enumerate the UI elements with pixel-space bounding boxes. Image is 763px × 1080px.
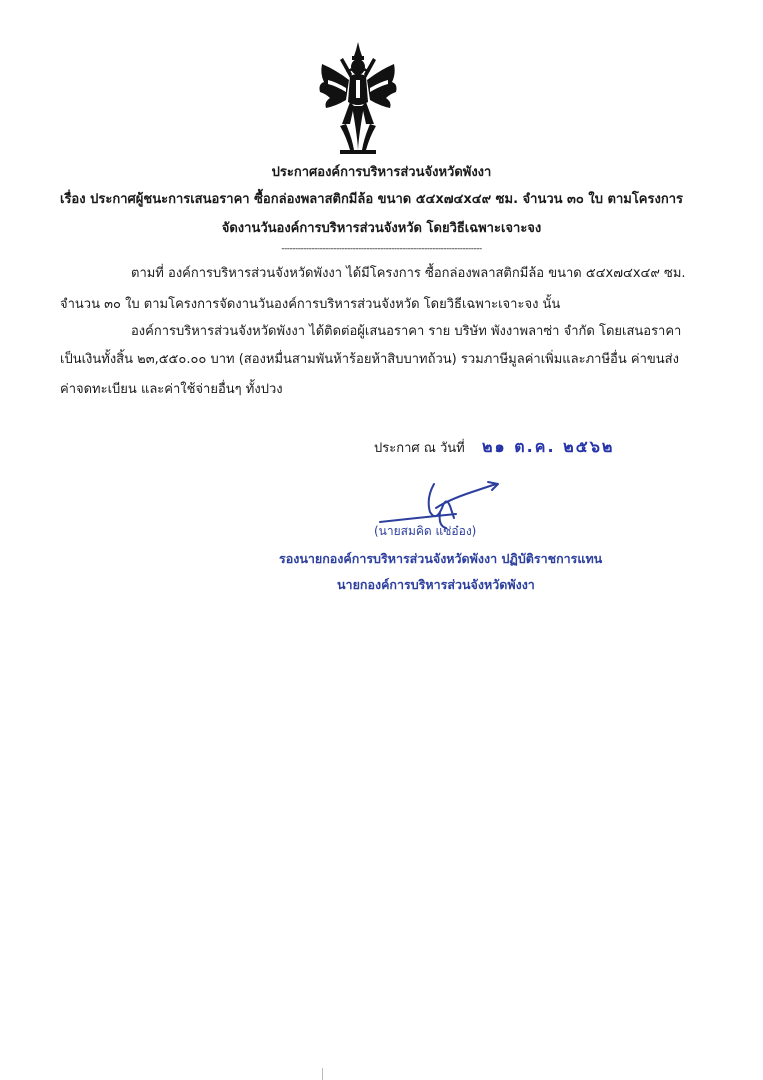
subject-line-2: จัดงานวันองค์การบริหารส่วนจังหวัด โดยวิธีเฉพาะเจาะจง (221, 221, 542, 236)
paragraph-2-line-3: ค่าจดทะเบียน และค่าใช้จ่ายอื่นๆ ทั้งปวง (60, 382, 283, 397)
subject-line-1 (60, 192, 683, 208)
announce-label: ประกาศ ณ วันที่ (374, 441, 465, 456)
garuda-emblem-icon (316, 40, 400, 158)
paragraph-1-line-1: ตามที่ องค์การบริหารส่วนจังหวัดพังงา ได้มีโครงการ ซื้อกล่องพลาสติกมีล้อ ขนาด ๕๔x๗๔x๔๙ ซม. (131, 266, 686, 281)
signer-name: (นายสมคิด แซ่อ๋อง) (374, 524, 477, 538)
paragraph-2-line-1: องค์การบริหารส่วนจังหวัดพังงา ได้ติดต่อผู้เสนอราคา ราย บริษัท พังงาพลาซ่า จำกัด โดยเสนอราคา (131, 324, 682, 339)
scan-mark (322, 1068, 323, 1080)
subject-label: เรื่อง (60, 192, 86, 207)
subject-text-1: ประกาศผู้ชนะการเสนอราคา ซื้อกล่องพลาสติกมีล้อ ขนาด ๕๔x๗๔x๔๙ ซม. จำนวน ๓๐ ใบ ตามโครงการ (90, 192, 683, 207)
paragraph-2-line-2: เป็นเงินทั้งสิ้น ๒๓,๕๕๐.๐๐ บาท (สองหมื่นสามพันห้าร้อยห้าสิบบาทถ้วน) รวมภาษีมูลค่าเพิ่มและภาษีอื่น ค่าขนส่ง (60, 352, 679, 367)
org-title: ประกาศองค์การบริหารส่วนจังหวัดพังงา (271, 165, 492, 180)
signer-position-line-1: รองนายกองค์การบริหารส่วนจังหวัดพังงา ปฏิบัติราชการแทน (279, 551, 603, 566)
paragraph-1-line-2: จำนวน ๓๐ ใบ ตามโครงการจัดงานวันองค์การบริหารส่วนจังหวัด โดยวิธีเฉพาะเจาะจง นั้น (60, 297, 561, 312)
header-divider: ------------------------------------------------------------------------- (281, 244, 482, 254)
announce-date: ๒๑ ต.ค. ๒๕๖๒ (482, 437, 615, 456)
signer-position-line-2: นายกองค์การบริหารส่วนจังหวัดพังงา (337, 577, 535, 592)
